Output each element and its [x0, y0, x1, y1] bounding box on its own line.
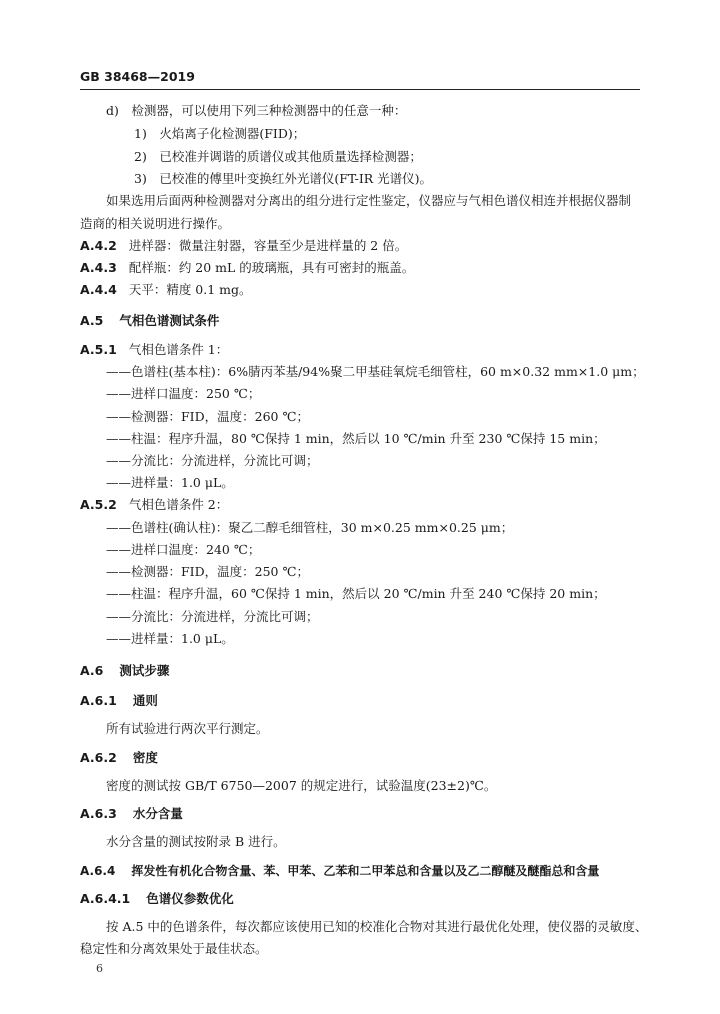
clause-text: 气相色谱条件 1：: [128, 342, 229, 357]
subsection-heading-a-6-4: [80, 863, 599, 879]
condition-item: ——柱温：程序升温，80 ℃保持 1 min，然后以 10 ℃/min 升至 230 ℃保持 15 min；: [106, 431, 606, 446]
condition-item: ——检测器：FID，温度：250 ℃；: [106, 564, 309, 579]
clause-number: A.5.2: [80, 497, 117, 512]
paragraph-line: 所有试验进行两次平行测定。: [106, 721, 269, 736]
document-header-id: GB 38468—2019: [80, 69, 195, 84]
section-number: A.5: [80, 313, 104, 328]
page-number: 6: [96, 962, 103, 975]
condition-item: ——分流比：分流进样，分流比可调；: [106, 453, 319, 468]
condition-item: ——色谱柱(基本柱)：6%腈丙苯基/94%聚二甲基硅氧烷毛细管柱，60 m×0.32 mm×1.0 μm；: [106, 364, 645, 379]
section-title: 测试步骤: [119, 663, 170, 678]
section-title: 气相色谱测试条件: [119, 313, 220, 328]
condition-item: ——色谱柱(确认柱)：聚乙二醇毛细管柱，30 m×0.25 mm×0.25 μm；: [106, 520, 514, 535]
section-number: A.6: [80, 663, 104, 678]
clause-number: A.4.2: [80, 238, 117, 253]
subsection-title: 色谱仪参数优化: [146, 891, 234, 906]
subsection-heading-a-6-2: [80, 750, 158, 766]
condition-item: ——进样量：1.0 μL。: [106, 475, 234, 490]
clause-text: 进样器：微量注射器，容量至少是进样量的 2 倍。: [128, 238, 408, 253]
clause-a-5-1: [80, 342, 228, 358]
clause-a-4-4: [80, 282, 252, 298]
list-item-d: d) 检测器，可以使用下列三种检测器中的任意一种：: [106, 103, 407, 118]
clause-text: 天平：精度 0.1 mg。: [128, 282, 252, 297]
clause-number: A.4.3: [80, 260, 117, 275]
condition-item: ——进样口温度：240 ℃；: [106, 542, 261, 557]
subsection-title: 水分含量: [132, 806, 183, 821]
subsection-number: A.6.4.1: [80, 891, 131, 906]
paragraph-line: 稳定性和分离效果处于最佳状态。: [80, 941, 268, 956]
condition-item: ——柱温：程序升温，60 ℃保持 1 min，然后以 20 ℃/min 升至 240 ℃保持 20 min；: [106, 586, 606, 601]
subsection-heading-a-6-1: [80, 693, 158, 709]
section-heading-a-6: [80, 663, 169, 679]
subsection-title: 通则: [132, 693, 158, 708]
header-rule: [80, 89, 640, 90]
clause-text: 配样瓶：约 20 mL 的玻璃瓶，具有可密封的瓶盖。: [128, 260, 415, 275]
condition-item: ——进样口温度：250 ℃；: [106, 386, 261, 401]
paragraph-line: 按 A.5 中的色谱条件，每次都应该使用已知的校准化合物对其进行最优化处理，使仪器的灵敏度、: [106, 919, 648, 934]
clause-number: A.4.4: [80, 282, 117, 297]
subsection-number: A.6.1: [80, 693, 117, 708]
condition-item: ——分流比：分流进样，分流比可调；: [106, 609, 319, 624]
paragraph-line: 水分含量的测试按附录 B 进行。: [106, 834, 286, 849]
clause-a-5-2: [80, 497, 228, 513]
list-item-d1: 1) 火焰离子化检测器(FID)；: [134, 126, 306, 141]
paragraph-line: 密度的测试按 GB/T 6750—2007 的规定进行，试验温度(23±2)℃。: [106, 778, 497, 793]
condition-item: ——进样量：1.0 μL。: [106, 631, 234, 646]
condition-item: ——检测器：FID，温度：260 ℃；: [106, 409, 309, 424]
subsection-title: 挥发性有机化合物含量、苯、甲苯、乙苯和二甲苯总和含量以及乙二醇醚及醚酯总和含量: [131, 864, 600, 878]
subsection-number: A.6.3: [80, 806, 117, 821]
list-item-d3: 3) 已校准的傅里叶变换红外光谱仪(FT-IR 光谱仪)。: [134, 171, 433, 186]
subsection-title: 密度: [132, 750, 158, 765]
clause-text: 气相色谱条件 2：: [128, 497, 229, 512]
subsection-number: A.6.4: [80, 864, 116, 878]
paragraph-line: 如果选用后面两种检测器对分离出的组分进行定性鉴定，仪器应与气相色谱仪相连并根据仪器制: [106, 193, 632, 208]
section-heading-a-5: [80, 313, 219, 329]
clause-number: A.5.1: [80, 342, 117, 357]
clause-a-4-3: [80, 260, 414, 276]
list-item-d2: 2) 已校准并调谐的质谱仪或其他质量选择检测器；: [134, 149, 422, 164]
subsection-number: A.6.2: [80, 750, 117, 765]
subsection-heading-a-6-4-1: [80, 891, 234, 907]
paragraph-line: 造商的相关说明进行操作。: [80, 216, 231, 231]
subsection-heading-a-6-3: [80, 806, 183, 822]
clause-a-4-2: [80, 238, 407, 254]
